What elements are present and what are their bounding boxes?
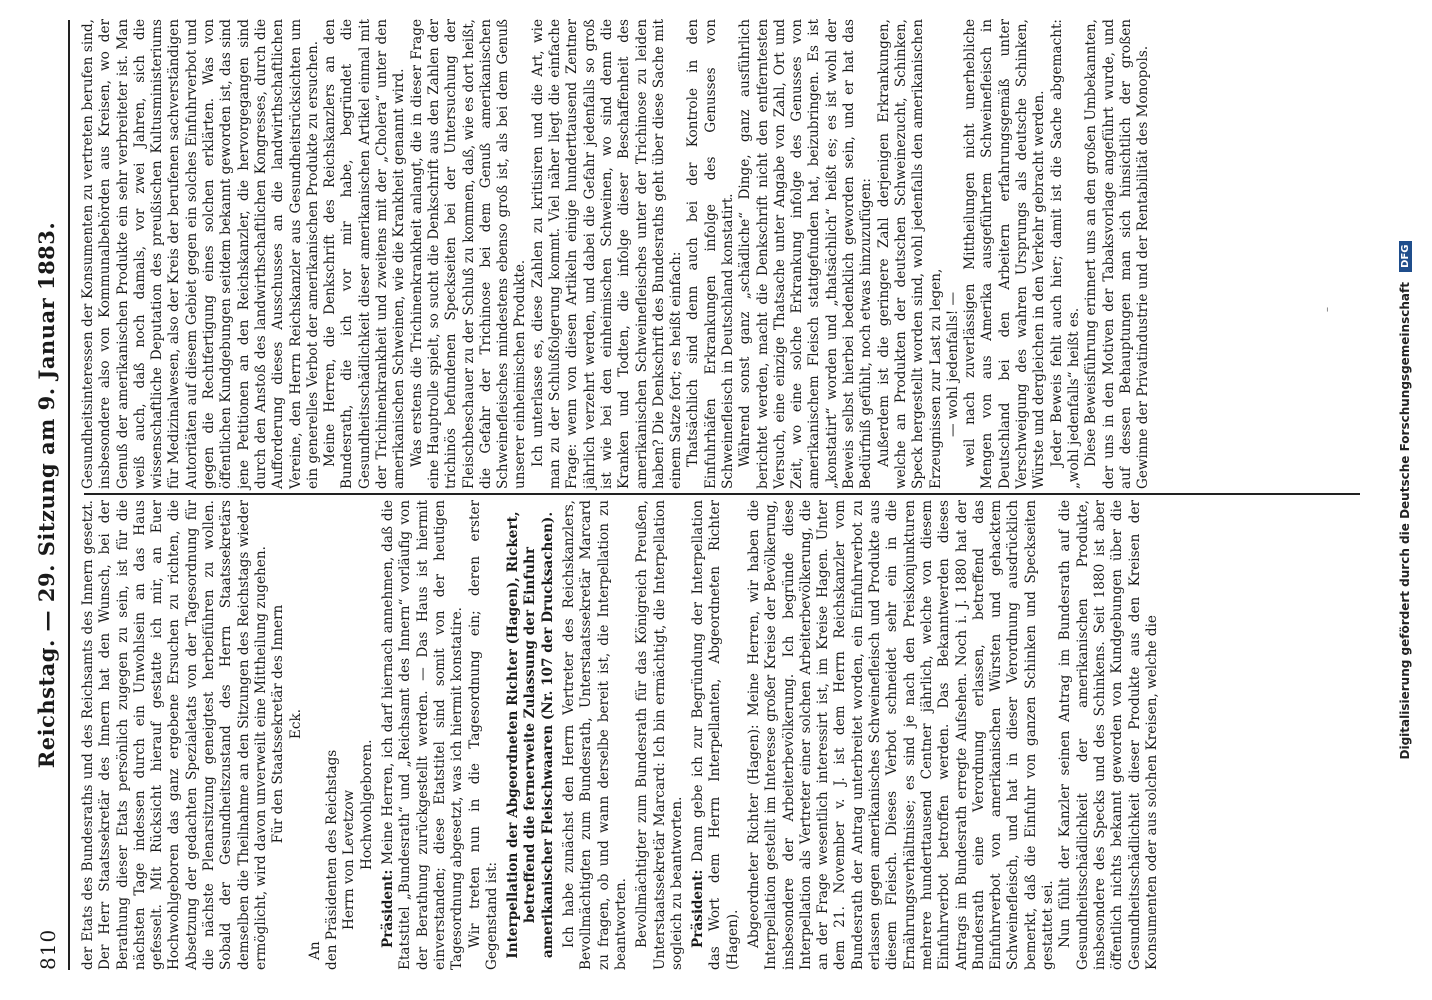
letter-address: [307, 500, 376, 970]
paragraph: Jeder Beweis fehlt auch hier; damit ist die Sache abgemacht: „wohl jedenfalls“ heißt es.: [1048, 19, 1082, 489]
president-statement-2: [690, 500, 742, 970]
right-column: [80, 19, 1152, 489]
address-line-1: An: [306, 941, 323, 960]
digitization-note: Digitalisierung gefördert durch die Deutsche Forschungsgemeinschaft: [1398, 282, 1412, 760]
letter-body: der Etats des Bundesraths und des Reichsamts des Innern gesetzt. Der Herr Staatssekretär des Innern hat den Wunsch, bei der Berathung dieser Etats persönlich zugegen zu sein, ist für die nächsten Tage indessen durch ein Unwohlsein an das Haus gefesselt. Mit Rücksicht hierauf gestatte ich mir, an Euer Hochwohlgeboren das ganz ergebene Ersuchen zu richten, die Absetzung der gedachten Spezialetats von der Tagesordnung für die nächste Plenarsitzung geneigtest herbeiführen zu wollen. Sobald der Gesundheitszustand des Herrn Staatssekretärs demselben die Theilnahme an den Sitzungen des Reichstags wieder ermöglicht, wird davon unverweilt eine Mittheilung zugehen.: [80, 500, 269, 970]
letter-signature-name: Eck.: [287, 708, 304, 740]
page-number: 810: [36, 928, 60, 970]
dfg-logo: DFG: [1399, 241, 1412, 272]
column-divider: [84, 493, 1360, 495]
letter-signature-for: Für den Staatssekretär des Innern: [270, 604, 287, 844]
address-line-2: den Präsidenten des Reichstags: [324, 749, 341, 970]
richter-speech-1: Abgeordneter Richter (Hagen): Meine Herren, wir haben die Interpellation gestellt im Interesse großer Kreise der Bevölkerung, insbesondere der Arbeiterbevölkerung. Ich begründe diese Interpellation als Vertreter einer solchen Arbeiterbevölkerung, die an der Frage wesentlich interessirt ist, im Kreise Hagen. Unter dem 21. November v. J. ist dem Herrn Reichskanzler vom Bundesrath der Antrag unterbreitet worden, ein Einfuhrverbot zu erlassen gegen amerikanisches Schweinefleisch und Produkte aus diesem Fleisch. Dieses Verbot schneidet sehr ein in die Ernährungsverhältnisse; es sind je nach den Preiskonjunkturen mehrere hunderttausend Centner jährlich, welche von diesem Einfuhrverbot betroffen werden. Das Bekanntwerden dieses Antrags im Bundesrath erregte Aufsehen. Noch i. J. 1880 hat der Bundesrath eine Verordnung erlassen, betreffend das Einfuhrverbot von amerikanischen Würsten und gehacktem Schweinefleisch, und hat in dieser Verordnung ausdrücklich bemerkt, daß die Einfuhr von ganzen Schinken und Speckseiten gestattet sei.: [745, 500, 1057, 970]
scan-mark: –: [1322, 307, 1333, 312]
president-statement-1: [380, 500, 466, 970]
paragraph: Was erstens die Trichinenkrankheit anlangt, die in dieser Frage eine Hauptrolle spielt, so sucht die Denkschrift aus den Zahlen der trichinös befundenen Speckseiten bei der Untersuchung der Fleischbeschauer zu der Schluß zu kommen, daß, wie es dort heißt, die Gefahr der Trichinose bei dem Genuß amerikanischen Schweinefleisches mindestens ebenso groß ist, als bei dem Genuß unserer einheimischen Produkte.: [408, 19, 529, 489]
quoted-passage: Thatsächlich sind denn auch bei der Kontrole in den Einfuhrhäfen Erkrankungen infolge des Genusses von Schweinefleisch in Deutschland konstatirt.: [685, 19, 736, 489]
page-header: [30, 20, 72, 970]
quoted-passage: weil nach zuverlässigen Mittheilungen nicht unerhebliche Mengen von aus Amerika ausgeführtem Schweinefleisch in Deutschland bei den Arbeitern erfahrungsgemäß unter Verschweigung des wahren Ursprungs als deutsche Schinken, Würste und dergleichen in den Verkehr gebracht werden.: [962, 19, 1048, 489]
interpellation-heading: Interpellation der Abgeordneten Richter (Hagen), Rickert, betreffend die fernerweite Zulassung der Einfuhr amerikanischer Fleischwaaren (Nr. 107 der Drucksachen).: [505, 511, 556, 959]
richter-speech-2: Nun fühlt der Kanzler seinen Antrag im Bundesrath auf die Gesundheitsschädlichkeit der amerikanischen Produkte, insbesondere des Specks und des Schinkens. Seit 1880 ist aber öffentlich nichts bekannt geworden von Kundgebungen über die Gesundheitsschädlichkeit dieser Produkte aus den Kreisen der Konsumenten oder aus solchen Kreisen, welche die: [1057, 500, 1160, 970]
left-column: [80, 500, 1161, 970]
address-line-4: Hochwohlgeboren.: [358, 739, 375, 870]
digitization-footer: [1398, 120, 1412, 880]
president-question: Ich habe zunächst den Herrn Vertreter des Reichskanzlers, Bevollmächtigten zum Bundesrath, Unterstaatssekretär Marcard zu fragen, ob und wann derselbe bereit ist, die Interpellation zu beantworten.: [561, 500, 629, 970]
statement-text: Dann gebe ich zur Begründung der Interpellation das Wort dem Herrn Interpellanten, Abgeordneten Richter (Hagen).: [690, 500, 741, 970]
speaker-label: Präsident:: [380, 869, 397, 948]
interjection: — wohl jedenfalls! —: [944, 291, 961, 437]
paragraph: Ich unterlasse es, diese Zahlen zu kritisiren und die Art, wie man zu der Schlußfolgerung kommt. Viel näher liegt die einfache Frage: wenn von diesen Artikeln einige hunderttausend Zentner jährlich verzehrt werden, und dabei die Gefahr jedenfalls so groß ist wie bei den einheimischen Schweinen, wo sind denn die Kranken und Todten, die infolge dieser Beschaffenheit des amerikanischen Schweinefleisches unter der Trichinose zu leiden haben? Die Denkschrift des Bundesraths geht über diese Sache mit einem Satze fort; es heißt einfach:: [529, 19, 685, 489]
agenda-intro: Wir treten nun in die Tagesordnung ein; deren erster Gegenstand ist:: [466, 500, 500, 970]
speaker-label: Präsident:: [690, 869, 707, 948]
paragraph: Meine Herren, die Denkschrift des Reichskanzlers an den Bundesrath, die ich vor mir habe, begründet die Gesundheitsschädlichkeit dieser amerikanischen Artikel einmal mit der Trichinenkrankheit und zweitens mit der „Cholera“ unter den amerikanischen Schweinen, wie die Krankheit genannt wird.: [322, 19, 408, 489]
marcard-reply: Bevollmächtigter zum Bundesrath für das Königreich Preußen, Unterstaatssekretär Marcard: Ich bin ermächtigt, die Interpellation sogleich zu beantworten.: [634, 500, 685, 970]
paragraph: Während sonst ganz „schädliche“ Dinge, ganz ausführlich berichtet werden, macht die Denkschrift nicht den entferntesten Versuch, eine einzige Thatsache unter Angabe von Zahl, Ort und Zeit, wo eine solche Erkrankung infolge des Genusses von amerikanischem Fleisch stattgefunden hat, beizubringen. Es ist „konstatirt“ worden und „thatsächlich“ heißt es; es ist wohl der Beweis selbst hierbei bedenklich geworden sein, und er hat das Bedürfniß gefühlt, noch etwas hinzuzufügen:: [737, 19, 875, 489]
paragraph: Diese Beweisführung erinnert uns an den großen Umbekannten, der uns in den Motiven der Tabaksvorlage angeführt wurde, und auf dessen Behauptungen man sich hinsichtlich der großen Gewinne der Privatindustrie und der Rentabilität des Monopols.: [1083, 19, 1152, 489]
address-line-3: Herrn von Levetzow: [341, 789, 358, 930]
header-rule: [68, 20, 70, 970]
running-title: Reichstag. — 29. Sitzung am 9. Januar 1883.: [34, 221, 59, 769]
paragraph: Gesundheitsinteressen der Konsumenten zu vertreten berufen sind, insbesondere also von Kommunalbehörden aus Kreisen, wo der Genuß der amerikanischen Produkte ein sehr verbreiteter ist. Man weiß auch, daß noch damals, vor zwei Jahren, sich die wissenschaftliche Deputation des preußischen Kultusministeriums für Medizinalwesen, also der Kreis der berufenen sachverständigen Autoritäten auf diesem Gebiet gegen ein solches Einfuhrverbot und gegen die Rechtfertigung eines solchen erklärten. Was von öffentlichen Kundgebungen seitdem bekannt geworden ist, das sind jene Petitionen an den Reichskanzler, die hervorgegangen sind durch den Anstoß des landwirthschaftlichen Kongresses, durch die Aufforderung dieses Ausschusses an die landwirthschaftlichen Vereine, den Herrn Reichskanzler aus Gesundheitsrücksichten um ein generelles Verbot der amerikanischen Produkte zu ersuchen.: [80, 19, 321, 489]
statement-text: Meine Herren, ich darf hiernach annehmen, daß die Etatstitel „Bundesrath“ und „Reichsamt des Innern“ vorläufig von der Berathung zurückgestellt werden. — Das Haus ist hiermit einverstanden; diese Etatstitel sind somit von der heutigen Tagesordnung abgesetzt, was ich hiermit konstatire.: [380, 500, 466, 970]
quoted-passage: Außerdem ist die geringere Zahl derjenigen Erkrankungen, welche an Produkten der deutschen Schweinezucht, Schinken, Speck hergestellt worden sind, wohl jedenfalls den amerikanischen Erzeugnissen zur Last zu legen,: [875, 19, 944, 489]
